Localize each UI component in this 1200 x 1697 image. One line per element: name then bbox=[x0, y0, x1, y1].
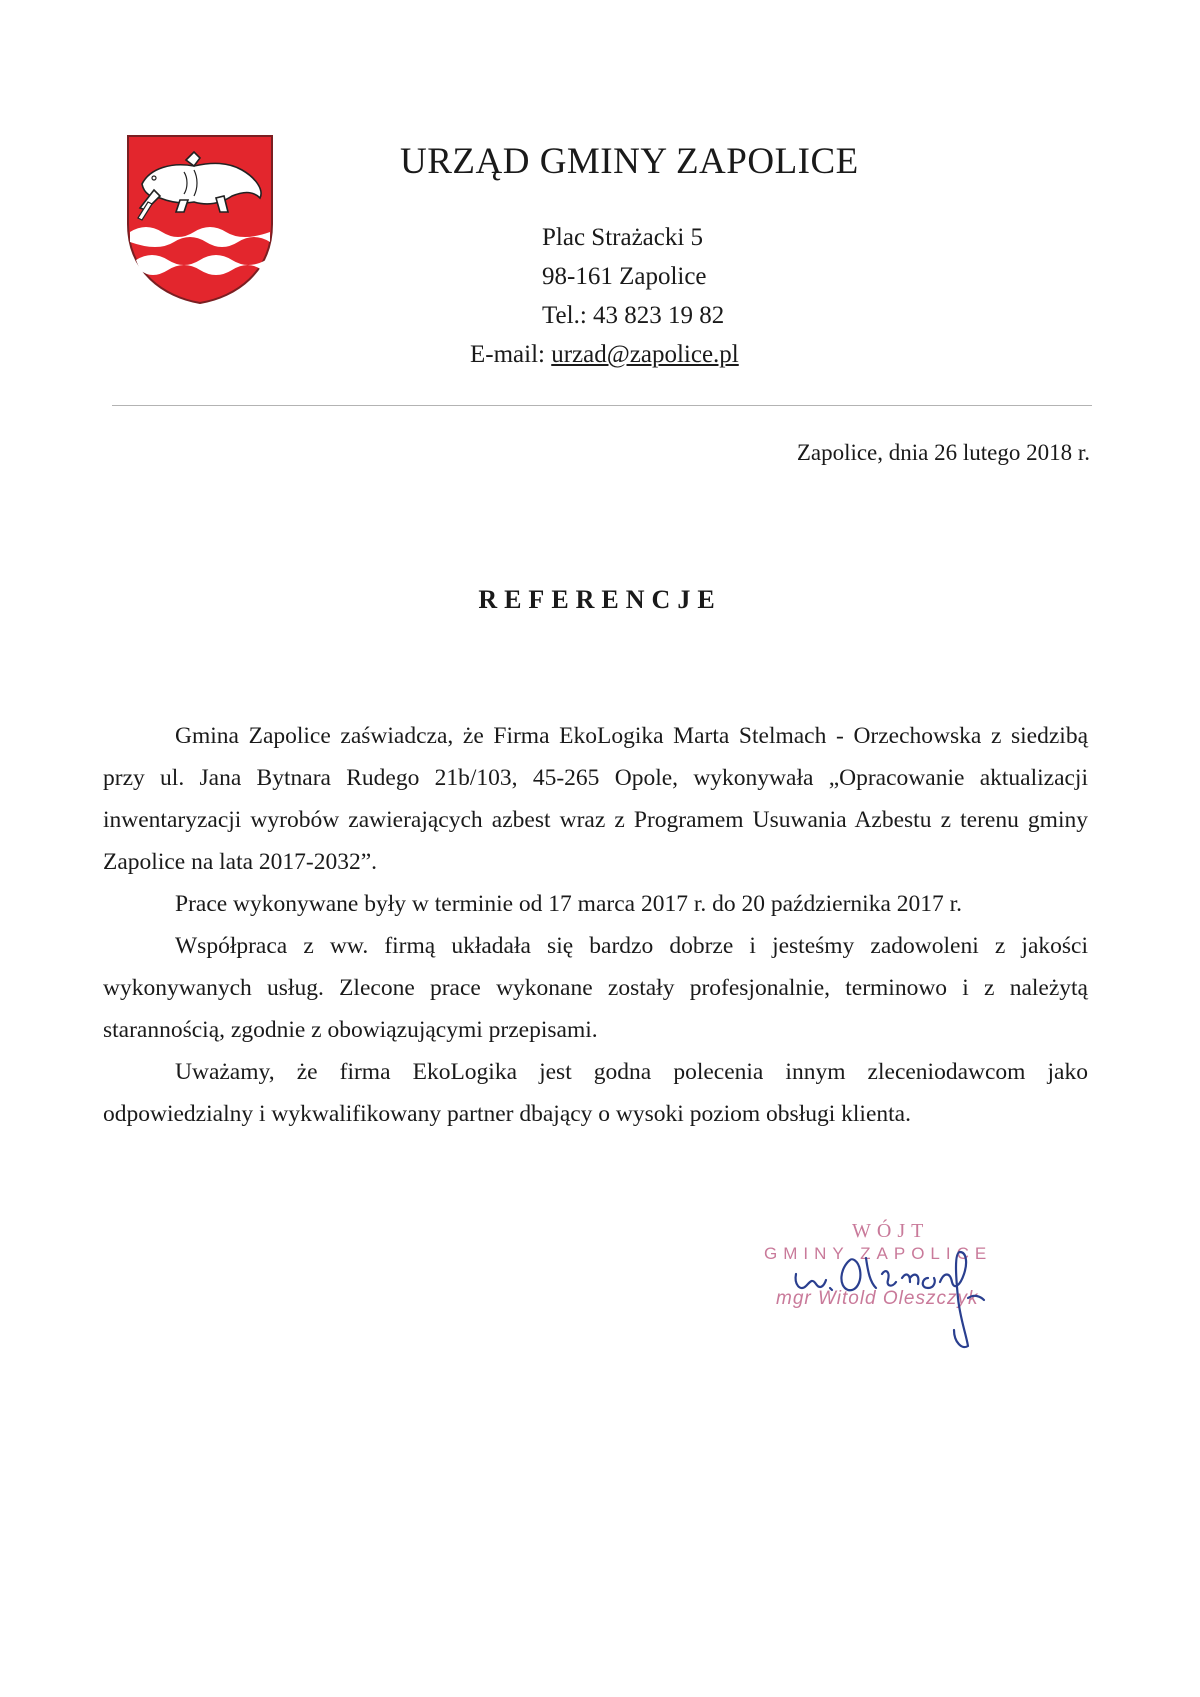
letter-body bbox=[103, 715, 1088, 1135]
email-line bbox=[470, 335, 800, 374]
paragraph-2: Prace wykonywane były w terminie od 17 marca 2017 r. do 20 października 2017 r. bbox=[175, 891, 963, 917]
office-name: URZĄD GMINY ZAPOLICE bbox=[400, 141, 859, 182]
header-divider bbox=[112, 405, 1092, 406]
paragraph-3: Współpraca z ww. firmą układała się bardzo dobrze i jesteśmy zadowoleni z jakości wykonywanych usług. Zlecone prace wykonane zostały profesjonalnie, terminowo i z należytą starannością, zgodnie z obowiązującymi przepisami. bbox=[103, 933, 1088, 1043]
address-city: 98-161 Zapolice bbox=[542, 263, 707, 290]
document-heading: REFERENCJE bbox=[478, 585, 722, 614]
stamp-name: mgr Witold Oleszczyk bbox=[776, 1288, 979, 1309]
paragraph-4: Uważamy, że firma EkoLogika jest godna polecenia innym zleceniodawcom jako odpowiedzialny i wykwalifikowany partner dbający o wysoki poziom obsługi klienta. bbox=[103, 1059, 1088, 1127]
email-link[interactable]: urzad@zapolice.pl bbox=[551, 341, 739, 368]
handwritten-signature-icon bbox=[790, 1238, 1030, 1358]
email-label: E-mail: bbox=[470, 341, 545, 368]
stamp-title: WÓJT bbox=[852, 1220, 930, 1242]
phone-number: Tel.: 43 823 19 82 bbox=[542, 302, 725, 329]
stamp-office: GMINY ZAPOLICE bbox=[764, 1244, 993, 1263]
address-block bbox=[470, 218, 800, 374]
paragraph-1: Gmina Zapolice zaświadcza, że Firma EkoLogika Marta Stelmach - Orzechowska z siedzibą przy ul. Jana Bytnara Rudego 21b/103, 45-265 Opole, wykonywała „Opracowanie aktualizacji inwentaryzacji wyrobów zawierających azbest wraz z Programem Usuwania Azbestu z terenu gminy Zapolice na lata 2017-2032”. bbox=[103, 723, 1088, 875]
coat-of-arms-icon bbox=[124, 132, 276, 307]
document-date: Zapolice, dnia 26 lutego 2018 r. bbox=[796, 440, 1090, 465]
address-street: Plac Strażacki 5 bbox=[542, 224, 704, 251]
